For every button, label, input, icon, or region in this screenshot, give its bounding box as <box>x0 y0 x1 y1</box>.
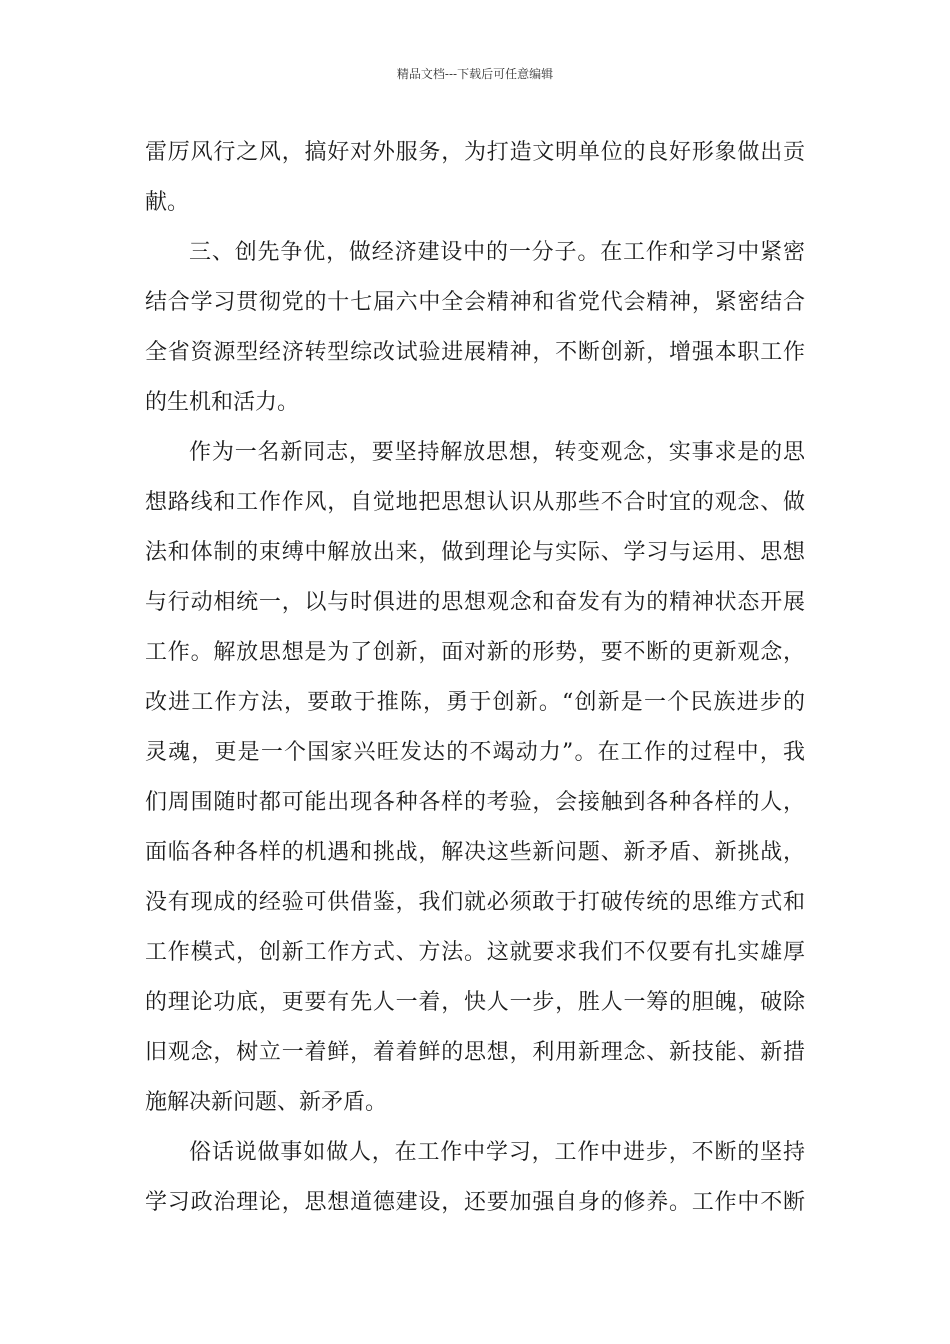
text-line: 三、创先争优，做经济建设中的一分子。在工作和学习中紧密 <box>189 240 805 265</box>
text-line: 想路线和工作作风，自觉地把思想认识从那些不合时宜的观念、做 <box>145 490 805 515</box>
paragraph-2 <box>145 228 805 428</box>
text-line: 工作模式，创新工作方式、方法。这就要求我们不仅要有扎实雄厚 <box>145 940 805 965</box>
text-line: 面临各种各样的机遇和挑战，解决这些新问题、新矛盾、新挑战， <box>145 840 805 865</box>
document-body <box>145 128 805 1228</box>
text-line: 俗话说做事如做人，在工作中学习，工作中进步，不断的坚持 <box>189 1140 805 1165</box>
paragraph-1 <box>145 128 805 228</box>
page-header: 精品文档---下载后可任意编辑 <box>396 67 554 81</box>
text-line: 结合学习贯彻党的十七届六中全会精神和省党代会精神，紧密结合 <box>145 290 805 315</box>
text-line: 的生机和活力。 <box>145 390 300 415</box>
text-line: 学习政治理论，思想道德建设，还要加强自身的修养。工作中不断 <box>145 1190 805 1215</box>
text-line: 灵魂，更是一个国家兴旺发达的不竭动力”。在工作的过程中，我 <box>145 740 805 765</box>
text-line: 旧观念，树立一着鲜，着着鲜的思想，利用新理念、新技能、新措 <box>145 1040 805 1065</box>
text-line: 们周围随时都可能出现各种各样的考验，会接触到各种各样的人， <box>145 790 805 815</box>
text-line: 改进工作方法，要敢于推陈，勇于创新。“创新是一个民族进步的 <box>145 690 805 715</box>
paragraph-4 <box>145 1128 805 1228</box>
text-line: 雷厉风行之风，搞好对外服务，为打造文明单位的良好形象做出贡 <box>145 140 805 165</box>
text-line: 的理论功底，更要有先人一着，快人一步，胜人一筹的胆魄，破除 <box>145 990 805 1015</box>
text-line: 献。 <box>145 190 190 215</box>
text-line: 没有现成的经验可供借鉴，我们就必须敢于打破传统的思维方式和 <box>145 890 805 915</box>
paragraph-3 <box>145 428 805 1128</box>
text-line: 施解决新问题、新矛盾。 <box>145 1090 388 1115</box>
text-line: 法和体制的束缚中解放出来，做到理论与实际、学习与运用、思想 <box>145 540 805 565</box>
text-line: 工作。解放思想是为了创新，面对新的形势，要不断的更新观念， <box>145 640 805 665</box>
text-line: 全省资源型经济转型综改试验进展精神，不断创新，增强本职工作 <box>145 340 805 365</box>
text-line: 作为一名新同志，要坚持解放思想，转变观念，实事求是的思 <box>189 440 805 465</box>
text-line: 与行动相统一，以与时俱进的思想观念和奋发有为的精神状态开展 <box>145 590 805 615</box>
